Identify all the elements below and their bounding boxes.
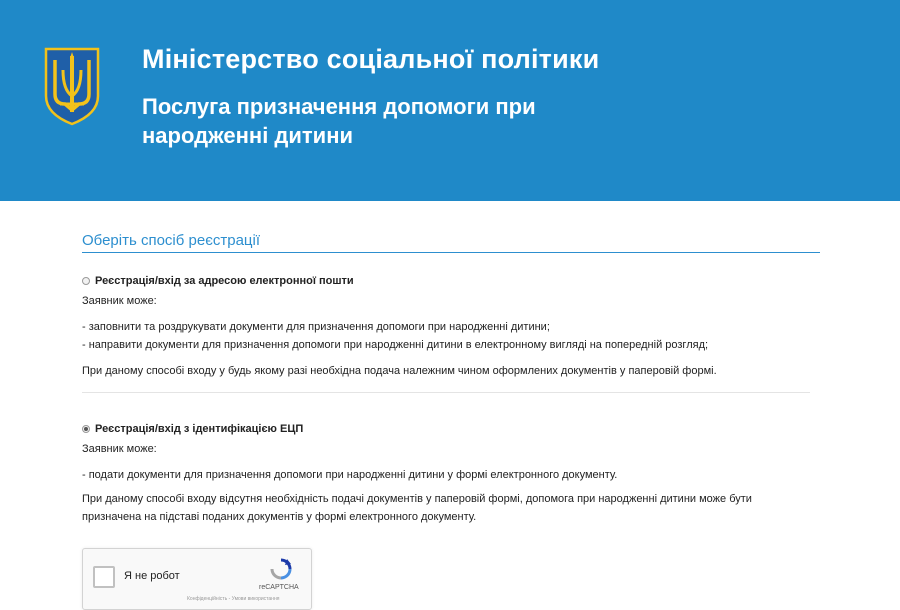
ministry-title: Міністерство соціальної політики: [142, 44, 600, 74]
email-option-radio[interactable]: [82, 277, 90, 285]
captcha-brand: reCAPTCHA: [259, 584, 299, 591]
registration-section: [82, 228, 820, 253]
ecp-option-head[interactable]: [82, 420, 810, 438]
email-option-item-2: - направити документи для призначення допомоги при народженні дитини в електронному вигляді на попередній розгляд;: [82, 339, 709, 351]
ecp-option-label[interactable]: Реєстрація/вхід з ідентифікацією ЕЦП: [95, 423, 304, 435]
ecp-option-note: При даному способі входу відсутня необхідність подачі документів у паперовій формі, допомога при народженні дитини може бути призначена на підставі поданих документів у формі електронного документу.: [82, 493, 752, 523]
options-divider: [82, 392, 810, 393]
recaptcha-widget: [82, 548, 312, 610]
ecp-option-radio[interactable]: [82, 425, 90, 433]
email-option-head[interactable]: [82, 272, 810, 290]
captcha-links[interactable]: Конфіденційність - Умови використання: [187, 596, 280, 602]
recaptcha-logo-icon: [269, 557, 293, 581]
ecp-option-item-1: - подати документи для призначення допомоги при народженні дитини у формі електронного документу.: [82, 469, 618, 481]
email-option-note: При даному способі входу у будь якому разі необхідна подача належним чином оформлених документів у паперовій формі.: [82, 365, 717, 377]
ukraine-trident-emblem-icon: [43, 46, 101, 126]
captcha-label: Я не робот: [124, 570, 180, 582]
ecp-option-intro: Заявник може:: [82, 443, 157, 455]
site-header: [0, 0, 900, 201]
email-option-intro: Заявник може:: [82, 295, 157, 307]
service-title: Послуга призначення допомоги при народженні дитини: [142, 94, 536, 148]
captcha-checkbox[interactable]: [93, 566, 115, 588]
ecp-registration-option: [82, 420, 810, 526]
email-option-label[interactable]: Реєстрація/вхід за адресою електронної пошти: [95, 275, 354, 287]
email-registration-option: [82, 272, 810, 380]
email-option-item-1: - заповнити та роздрукувати документи для призначення допомоги при народженні дитини;: [82, 321, 550, 333]
section-title: Оберіть спосіб реєстрації: [82, 228, 820, 253]
